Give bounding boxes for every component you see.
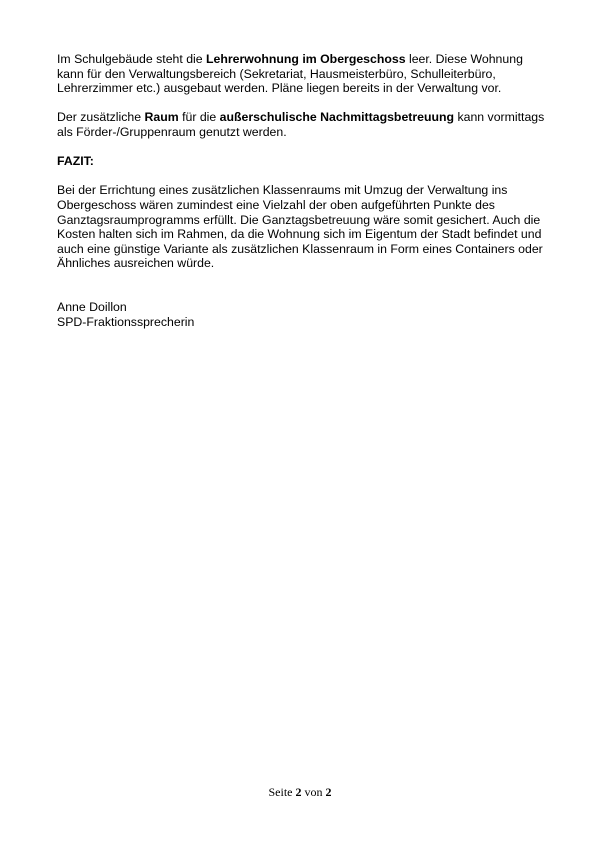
paragraph-text: Im Schulgebäude steht die (57, 52, 207, 66)
paragraph-text: Der zusätzliche (57, 110, 145, 125)
paragraph-lehrerwohnung (57, 52, 547, 96)
paragraph-fazit: Bei der Errichtung eines zusätzlichen Klassenraums mit Umzug der Verwaltung ins Obergeschoss wären zumindest eine Vielzahl der oben aufgeführten Punkte des Ganztagsraumprogramms erfüllt. Die Ganztagsbetreuung wäre somit gesichert. Auch die Kosten halten sich im Rahmen, da die Wohnung sich im Eigentum der Stadt befindet und auch eine günstige Variante als zusätzlichen Klassenraum in Form eines Containers oder Ähnliches ausreichen würde. (57, 183, 543, 271)
page-footer (0, 785, 600, 799)
paragraph-text: leer. Diese Wohnung kann für den Verwaltungsbereich (Sekretariat, Hausmeisterbüro, Schulleiterbüro, Lehrerzimmer etc.) ausgebaut werden. Pläne liegen bereits in der Verwaltung vor. (57, 52, 523, 96)
signature-block (57, 300, 547, 329)
paragraph-raum (57, 110, 547, 139)
footer-middle: von (301, 785, 326, 799)
fazit-heading: FAZIT: (57, 154, 94, 169)
footer-prefix: Seite (268, 785, 296, 799)
footer-total-pages: 2 (325, 785, 332, 799)
signature-role: SPD-Fraktionssprecherin (57, 314, 195, 329)
bold-phrase-nachmittagsbetreuung: außerschulische Nachmittagsbetreuung (219, 110, 455, 125)
bold-phrase-raum: Raum (144, 110, 179, 125)
signature-name: Anne Doillon (57, 299, 127, 314)
bold-phrase-lehrerwohnung: Lehrerwohnung im Obergeschoss (206, 52, 406, 66)
paragraph-text: kann vormittags als Förder-/Gruppenraum genutzt werden. (57, 110, 545, 139)
footer-current-page: 2 (295, 785, 302, 799)
document-body (57, 52, 547, 329)
paragraph-text: für die (178, 110, 220, 125)
